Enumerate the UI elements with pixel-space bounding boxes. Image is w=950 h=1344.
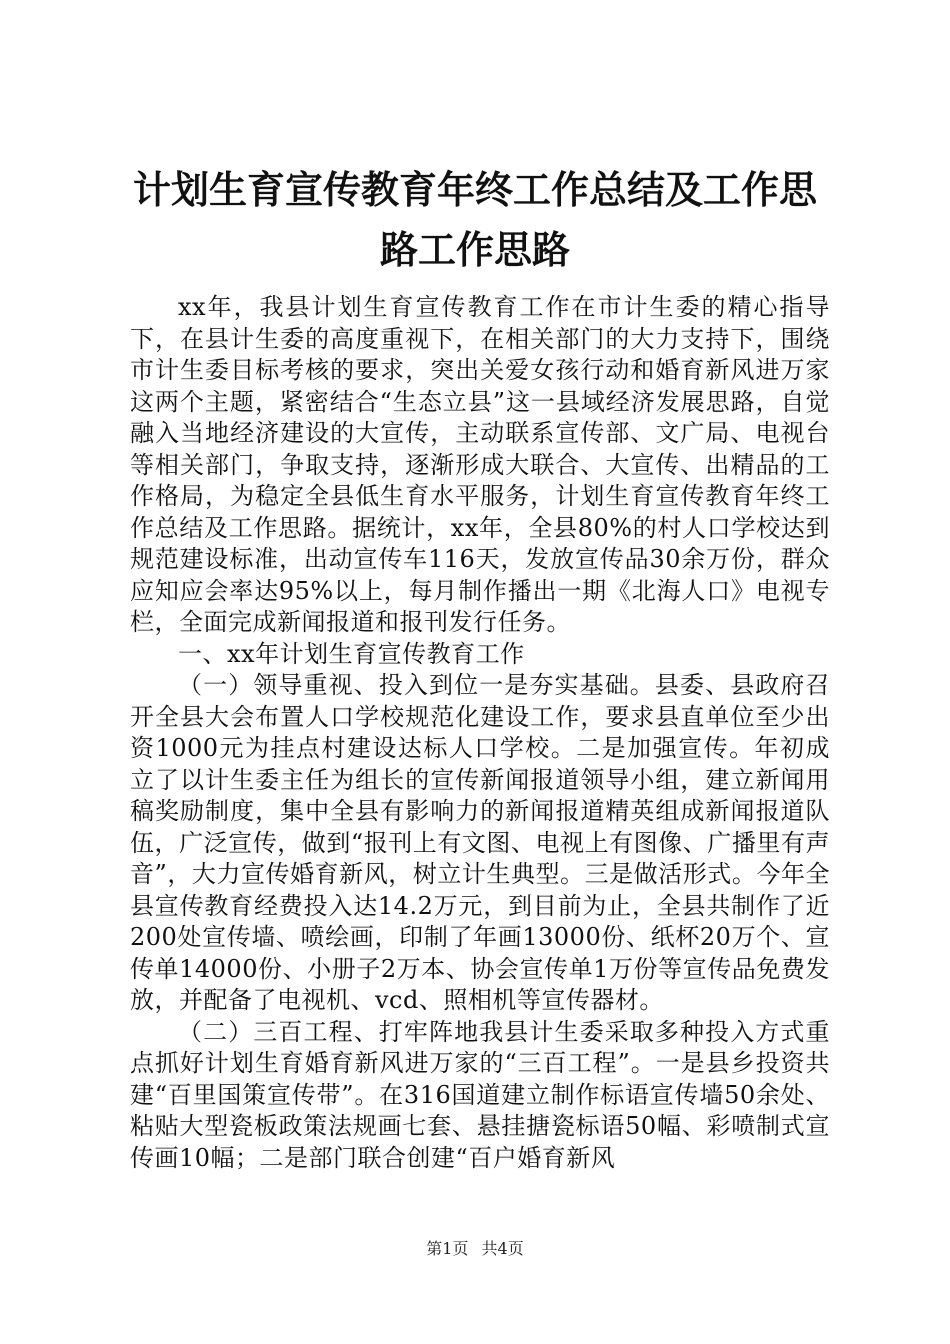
page-footer bbox=[0, 1238, 950, 1260]
paragraph-three-hundred-project: （二）三百工程、打牢阵地我县计生委采取多种投入方式重点抓好计划生育婚育新风进万家的“三百工程”。一是县乡投资共建“百里国策宣传带”。在316国道建立制作标语宣传墙50余处、粘贴大型瓷板政策法规画七套、悬挂搪瓷标语50幅、彩喷制式宣传画10幅；二是部门联合创建“百户婚育新风 bbox=[130, 1017, 830, 1172]
document-body bbox=[130, 292, 830, 1174]
paragraph-intro: xx年，我县计划生育宣传教育工作在市计生委的精心指导下，在县计生委的高度重视下，在相关部门的大力支持下，围绕市计生委目标考核的要求，突出关爱女孩行动和婚育新风进万家这两个主题，紧密结合“生态立县”这一县域经济发展思路，自觉融入当地经济建设的大宣传，主动联系宣传部、文广局、电视台等相关部门，争取支持，逐渐形成大联合、大宣传、出精品的工作格局，为稳定全县低生育水平服务，计划生育宣传教育年终工作总结及工作思路。据统计，xx年，全县80%的村人口学校达到规范建设标准，出动宣传车116天，发放宣传品30余万份，群众应知应会率达95%以上，每月制作播出一期《北海人口》电视专栏，全面完成新闻报道和报刊发行任务。 bbox=[130, 293, 830, 636]
section-heading: 一、xx年计划生育宣传教育工作 bbox=[178, 639, 525, 668]
page-number: 第1页 bbox=[426, 1239, 469, 1258]
paragraph-leadership: （一）领导重视、投入到位一是夯实基础。县委、县政府召开全县大会布置人口学校规范化建设工作，要求县直单位至少出资1000元为挂点村建设达标人口学校。二是加强宣传。年初成立了以计生委主任为组长的宣传新闻报道领导小组，建立新闻用稿奖励制度，集中全县有影响力的新闻报道精英组成新闻报道队伍，广泛宣传，做到“报刊上有文图、电视上有图像、广播里有声音”，大力宣传婚育新风，树立计生典型。三是做活形式。今年全县宣传教育经费投入达14.2万元，到目前为止，全县共制作了近200处宣传墙、喷绘画，印制了年画13000份、纸杯20万个、宣传单14000份、小册子2万本、协会宣传单1万份等宣传品免费发放，并配备了电视机、vcd、照相机等宣传器材。 bbox=[130, 671, 830, 1014]
page-total: 共4页 bbox=[481, 1239, 524, 1258]
page-title: 计划生育宣传教育年终工作总结及工作思路工作思路 bbox=[132, 167, 817, 272]
